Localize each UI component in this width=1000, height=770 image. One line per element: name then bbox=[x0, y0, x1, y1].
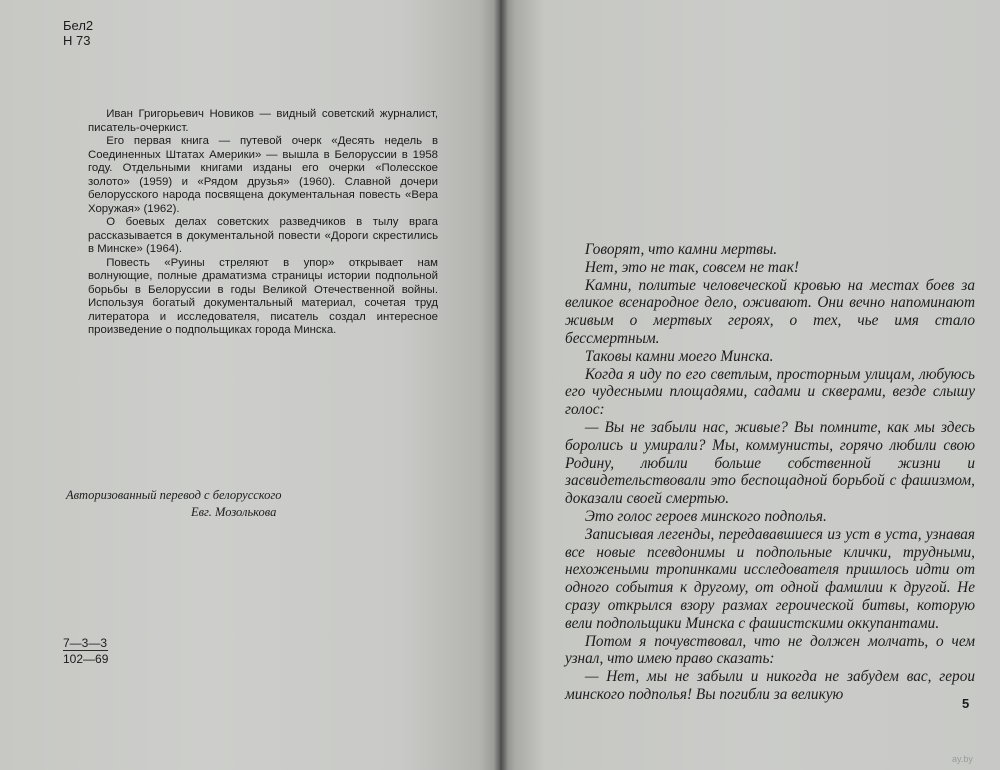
author-mark: Н 73 bbox=[63, 33, 91, 48]
annotation-paragraph: Его первая книга — путевой очерк «Десять недель в Соединенных Штатах Америки» — вышла в Белоруссии в 1958 году. Отдельными книгами изданы его очерки «Полесское золото» (1959) и «Рядом друзья» (1960). Славной дочери белорусского народа посвящена документальная повесть «Вера Хоружая» (1962). bbox=[88, 135, 438, 215]
body-paragraph: Таковы камни моего Минска. bbox=[584, 347, 774, 365]
body-paragraph: Нет, это не так, совсем не так! bbox=[584, 258, 799, 276]
chapter-text bbox=[565, 241, 975, 704]
annotation-paragraph: О боевых делах советских разведчиков в тылу врага рассказывается в документальной повести «Дороги скрестились в Минске» (1964). bbox=[88, 216, 438, 255]
bbk-code: Бел2 bbox=[63, 18, 94, 33]
book-gutter bbox=[494, 0, 508, 770]
body-paragraph: — Нет, мы не забыли и никогда не забудем вас, герои минского подполья! Вы погибли за великую bbox=[565, 668, 975, 703]
watermark: ay.by bbox=[952, 754, 973, 764]
body-paragraph: Когда я иду по его светлым, просторным улицам, любуюсь его чудесными площадями, садами и скверами, везде слышу голос: bbox=[565, 365, 975, 419]
body-paragraph: Потом я почувствовал, что не должен молчать, о чем узнал, что имею право сказать: bbox=[565, 632, 975, 668]
body-paragraph: Записывая легенды, передававшиеся из уст в уста, узнавая все новые псевдонимы и подпольные клички, трудными, нехожеными тропинками исследователя пришлось идти от одного события к другому, от одной фамилии к другой. Не сразу открылся взору размах героической битвы, которую вели подпольщики Минска с фашистскими оккупантами. bbox=[565, 525, 975, 632]
body-paragraph: — Вы не забыли нас, живые? Вы помните, как мы здесь боролись и умирали? Мы, коммунисты, горячо любили свою Родину, любили больше собственной жизни и засвидетельствовали это беспощадной борьбой с фашизмом, доказали своей смертью. bbox=[565, 418, 975, 508]
translation-line: Авторизованный перевод с белорусского bbox=[66, 488, 282, 502]
code-top: 7—3—3 bbox=[63, 636, 108, 650]
library-codes bbox=[63, 18, 93, 48]
annotation-paragraph: Повесть «Руины стреляют в упор» открывает нам волнующие, полные драматизма страницы истории подпольной борьбы в Белоруссии в годы Великой Отечественной войны. Используя богатый документальный материал, сочетая труд литератора и исследователя, писатель создал интересное произведение о подпольщиках города Минска. bbox=[88, 256, 438, 336]
book-annotation bbox=[88, 108, 438, 338]
body-paragraph: Камни, политые человеческой кровью на местах боев за великое всенародное дело, оживают. Они вечно напоминают живым о мертвых героях, о тех, чье имя стало бессмертным. bbox=[565, 276, 975, 347]
page-number: 5 bbox=[962, 696, 970, 711]
body-paragraph: Это голос героев минского подполья. bbox=[584, 507, 827, 525]
code-bottom: 102—69 bbox=[63, 652, 109, 666]
body-paragraph: Говорят, что камни мертвы. bbox=[584, 241, 778, 258]
translation-note bbox=[66, 487, 282, 521]
publication-codes bbox=[63, 636, 108, 666]
translator-name: Евг. Мозолькова bbox=[191, 505, 277, 519]
annotation-paragraph: Иван Григорьевич Новиков — видный советский журналист, писатель-очеркист. bbox=[88, 108, 438, 134]
